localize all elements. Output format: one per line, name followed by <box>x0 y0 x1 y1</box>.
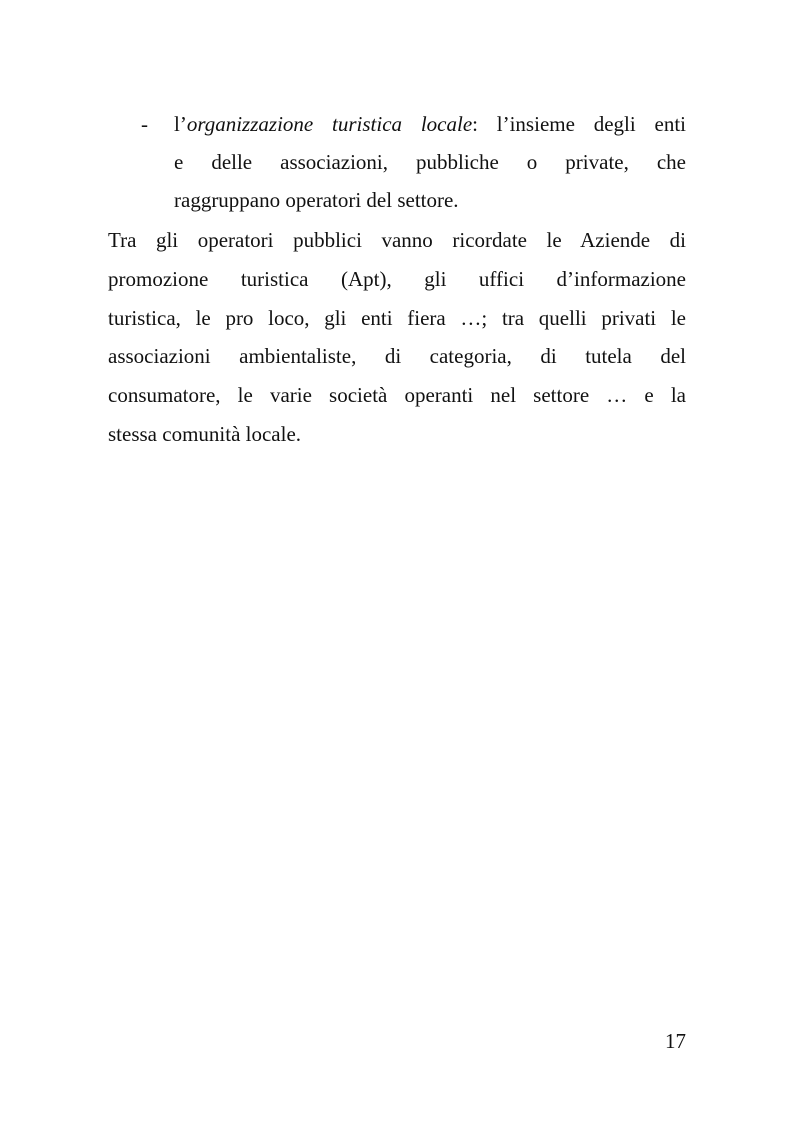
paragraph-line: associazioni ambientaliste, di categoria, di tutela del <box>108 344 686 369</box>
paragraph-line: Tra gli operatori pubblici vanno ricordate le Aziende di <box>108 228 686 252</box>
bullet-line-2: e delle associazioni, pubbliche o private, che <box>174 150 686 174</box>
paragraph-line: stessa comunità locale. <box>108 421 302 446</box>
body-paragraph <box>108 221 686 454</box>
bullet-line-1 <box>174 105 686 143</box>
bullet-line-1-rest: : l’insieme degli enti <box>472 112 686 136</box>
bullet-line-3: raggruppano operatori del settore. <box>174 188 459 212</box>
bullet-item-organizzazione-turistica <box>108 105 686 219</box>
paragraph-line: turistica, le pro loco, gli enti fiera …; tra quelli privati le <box>108 305 686 330</box>
page-number: 17 <box>665 1029 686 1053</box>
paragraph-line: promozione turistica (Apt), gli uffici d’informazione <box>108 266 686 291</box>
bullet-dash: - <box>141 112 148 136</box>
bullet-term: organizzazione turistica locale <box>186 112 473 136</box>
bullet-prefix: l’ <box>174 112 187 136</box>
paragraph-line: consumatore, le varie società operanti nel settore … e la <box>108 383 686 408</box>
bullet-text <box>174 105 686 219</box>
